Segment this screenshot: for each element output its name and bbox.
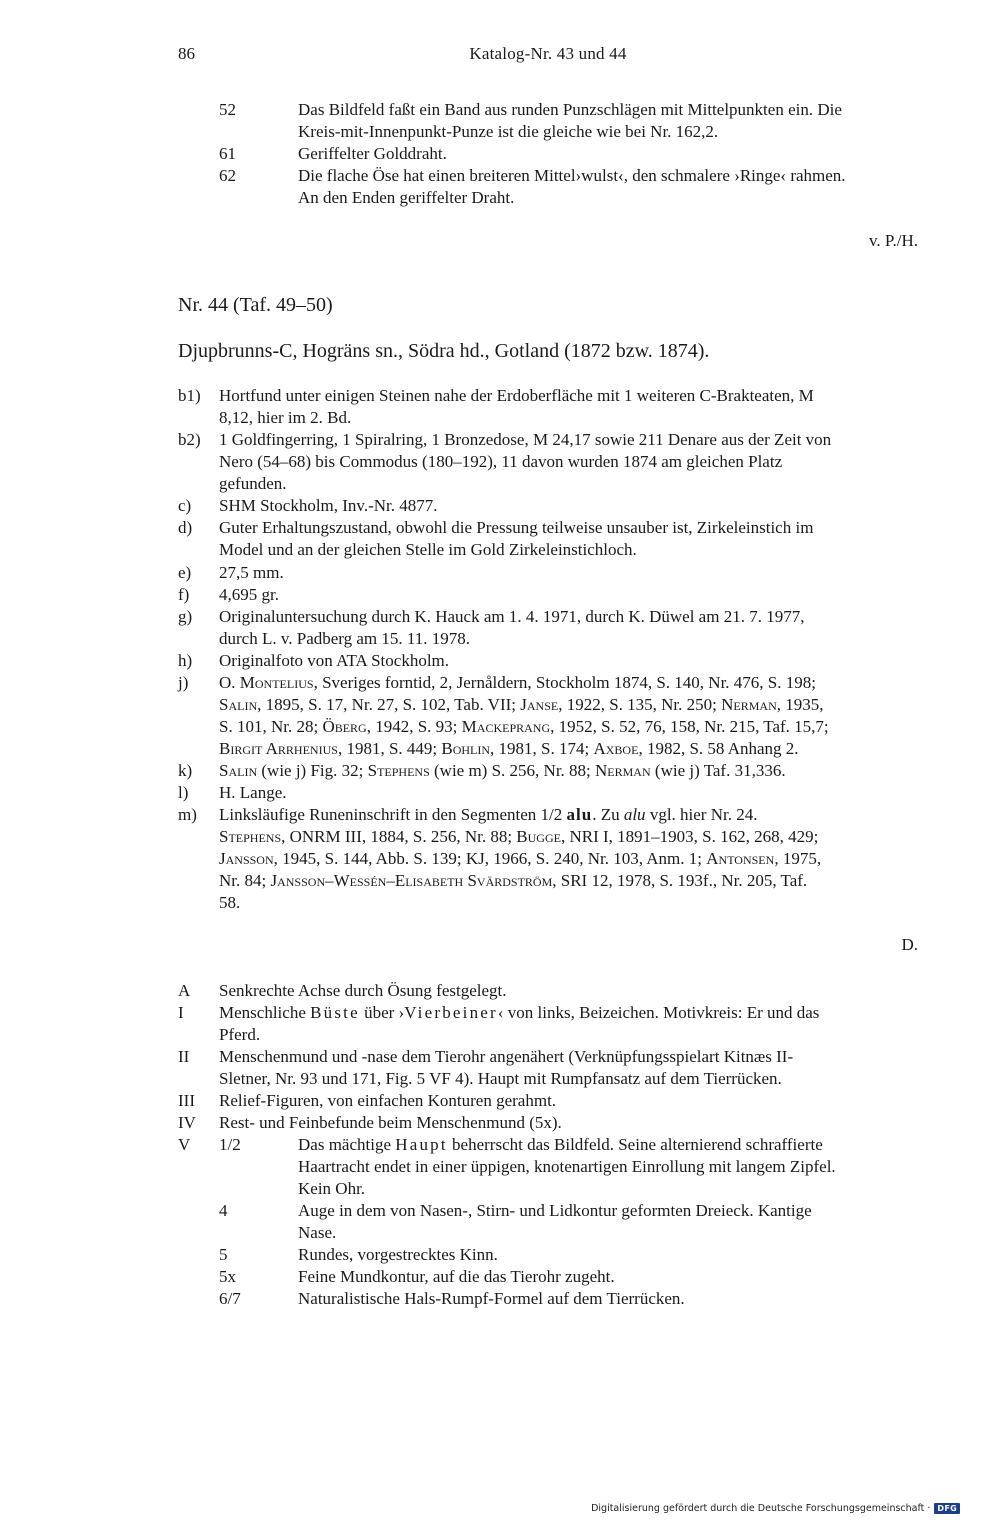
segment-5x-line-1: Feine Mundkontur, auf die das Tierohr zugeht. bbox=[298, 1267, 615, 1286]
citation-text: Nr. 84; bbox=[219, 871, 271, 890]
citation-text: (wie j) Taf. 31,336. bbox=[650, 761, 786, 780]
funding-note: Digitalisierung gefördert durch die Deutsche Forschungsgemeinschaft · bbox=[591, 1502, 931, 1514]
segment-4-line-2: Nase. bbox=[298, 1223, 337, 1242]
spaced-term: Haupt bbox=[395, 1135, 448, 1154]
item-label-k: k) bbox=[178, 761, 193, 780]
analysis-a-line-1: Senkrechte Achse durch Ösung festgelegt. bbox=[219, 981, 507, 1000]
author-name: Stephens bbox=[367, 761, 430, 780]
item-b2-line-2: Nero (54–68) bis Commodus (180–192), 11 davon wurden 1874 am gleichen Platz bbox=[219, 452, 783, 471]
item-g-line-1: Originaluntersuchung durch K. Hauck am 1. 4. 1971, durch K. Düwel am 21. 7. 1977, bbox=[219, 607, 805, 626]
item-label-l: l) bbox=[178, 783, 189, 802]
citation-text: , 1982, S. 58 Anhang 2. bbox=[638, 739, 799, 758]
author-signature-1: v. P./H. bbox=[869, 231, 918, 250]
page-header bbox=[178, 44, 918, 70]
citation-text: , 1922, S. 135, Nr. 250; bbox=[558, 695, 722, 714]
analysis-text: Menschliche bbox=[219, 1003, 311, 1022]
author-name: Jansson–Wessén–Elisabeth Svärdström bbox=[270, 871, 553, 890]
item-j-line-2 bbox=[219, 694, 824, 716]
analysis-ii-line-1: Menschenmund und -nase dem Tierohr angenähert (Verknüpfungsspielart Kitnæs II- bbox=[219, 1047, 794, 1066]
analysis-label-ii: II bbox=[178, 1047, 190, 1066]
segment-5-line-1: Rundes, vorgestrecktes Kinn. bbox=[298, 1245, 498, 1264]
entry-52-line-2: Kreis-mit-Innenpunkt-Punze ist die gleiche wie bei Nr. 162,2. bbox=[298, 122, 719, 141]
segment-number-1-2: 1/2 bbox=[219, 1135, 241, 1154]
citation-text: , 1981, S. 449; bbox=[337, 739, 442, 758]
item-b1-line-2: 8,12, hier im 2. Bd. bbox=[219, 408, 352, 427]
citation-text: S. 101, Nr. 28; bbox=[219, 717, 323, 736]
dfg-logo: DFG bbox=[934, 1503, 960, 1514]
segment-4-line-1: Auge in dem von Nasen-, Stirn- und Lidkontur geformten Dreieck. Kantige bbox=[298, 1201, 812, 1220]
analysis-i-line-1 bbox=[219, 1002, 819, 1024]
author-name: Jansson bbox=[219, 849, 274, 868]
entry-number-62: 62 bbox=[219, 166, 236, 185]
citation-text: , 1942, S. 93; bbox=[366, 717, 462, 736]
item-l-line-1: H. Lange. bbox=[219, 783, 287, 802]
spaced-term: Büste bbox=[310, 1003, 360, 1022]
segment-1-2-line-2: Haartracht endet in einer üppigen, knotenartigen Einrollung mit langem Zipfel. bbox=[298, 1157, 836, 1176]
analysis-label-iv: IV bbox=[178, 1113, 196, 1132]
analysis-text: über › bbox=[359, 1003, 405, 1022]
citation-text: , 1952, S. 52, 76, 158, Nr. 215, Taf. 15,7; bbox=[550, 717, 829, 736]
entry-62-line-2: An den Enden geriffelter Draht. bbox=[298, 188, 515, 207]
entry-number-61: 61 bbox=[219, 144, 236, 163]
author-name: O. Montelius bbox=[219, 673, 314, 692]
item-d-line-1: Guter Erhaltungszustand, obwohl die Pressung teilweise unsauber ist, Zirkeleinstich im bbox=[219, 518, 814, 537]
item-g-line-2: durch L. v. Padberg am 15. 11. 1978. bbox=[219, 629, 471, 648]
item-e-line-1: 27,5 mm. bbox=[219, 563, 284, 582]
author-name: Mackeprang bbox=[461, 717, 551, 736]
item-c-line-1: SHM Stockholm, Inv.-Nr. 4877. bbox=[219, 496, 438, 515]
item-label-e: e) bbox=[178, 563, 192, 582]
citation-text: , SRI 12, 1978, S. 193f., Nr. 205, Taf. bbox=[552, 871, 808, 890]
segment-number-6-7: 6/7 bbox=[219, 1289, 241, 1308]
item-j-line-4 bbox=[219, 738, 799, 760]
rune-word-italic: alu bbox=[623, 805, 646, 824]
spaced-term: Vierbeiner bbox=[404, 1003, 498, 1022]
citation-text: (wie m) S. 256, Nr. 88; bbox=[429, 761, 596, 780]
page-number: 86 bbox=[178, 44, 195, 63]
item-label-b1: b1) bbox=[178, 386, 201, 405]
item-m-line-1 bbox=[219, 804, 757, 826]
item-label-g: g) bbox=[178, 607, 193, 626]
analysis-label-iii: III bbox=[178, 1091, 195, 1110]
item-m-line-2 bbox=[219, 826, 818, 848]
item-label-j: j) bbox=[178, 673, 189, 692]
entry-52-line-1: Das Bildfeld faßt ein Band aus runden Punzschlägen mit Mittelpunkten ein. Die bbox=[298, 100, 842, 119]
author-name: Öberg bbox=[322, 717, 367, 736]
citation-text: , Sveriges forntid, 2, Jernåldern, Stockholm 1874, S. 140, Nr. 476, S. 198; bbox=[313, 673, 816, 692]
analysis-ii-line-2: Sletner, Nr. 93 und 171, Fig. 5 VF 4). Haupt mit Rumpfansatz auf dem Tierrücken. bbox=[219, 1069, 782, 1088]
citation-text: , 1981, S. 174; bbox=[490, 739, 594, 758]
item-k-line-1 bbox=[219, 760, 786, 782]
analysis-i-line-2: Pferd. bbox=[219, 1025, 261, 1044]
author-name: Axboe bbox=[593, 739, 639, 758]
segment-text: Das mächtige bbox=[298, 1135, 396, 1154]
citation-text: , ONRM III, 1884, S. 256, Nr. 88; bbox=[281, 827, 517, 846]
author-name: Janse bbox=[520, 695, 559, 714]
segment-number-5x: 5x bbox=[219, 1267, 236, 1286]
analysis-iv-line-1: Rest- und Feinbefunde beim Menschenmund (5x). bbox=[219, 1113, 562, 1132]
item-label-h: h) bbox=[178, 651, 193, 670]
segment-1-2-line-1 bbox=[298, 1134, 823, 1156]
inscription-text: vgl. hier Nr. 24. bbox=[645, 805, 758, 824]
citation-text: , 1975, bbox=[774, 849, 822, 868]
segment-number-4: 4 bbox=[219, 1201, 228, 1220]
entry-heading: Nr. 44 (Taf. 49–50) bbox=[178, 294, 333, 316]
segment-text: beherrscht das Bildfeld. Seine alternierend schraffierte bbox=[447, 1135, 823, 1154]
item-m-line-5: 58. bbox=[219, 893, 241, 912]
analysis-label-i: I bbox=[178, 1003, 184, 1022]
inscription-text: . Zu bbox=[592, 805, 624, 824]
item-label-b2: b2) bbox=[178, 430, 201, 449]
item-j-line-1 bbox=[219, 672, 816, 694]
analysis-iii-line-1: Relief-Figuren, von einfachen Konturen gerahmt. bbox=[219, 1091, 557, 1110]
author-name: Salin bbox=[219, 761, 258, 780]
item-label-f: f) bbox=[178, 585, 190, 604]
citation-text: , 1945, S. 144, Abb. S. 139; KJ, 1966, S. 240, Nr. 103, Anm. 1; bbox=[273, 849, 707, 868]
inscription-text: Linksläufige Runeninschrift in den Segmenten 1/2 bbox=[219, 805, 567, 824]
entry-number-52: 52 bbox=[219, 100, 236, 119]
citation-text: , 1935, bbox=[776, 695, 824, 714]
item-h-line-1: Originalfoto von ATA Stockholm. bbox=[219, 651, 450, 670]
item-b2-line-1: 1 Goldfingerring, 1 Spiralring, 1 Bronzedose, M 24,17 sowie 211 Denare aus der Zeit von bbox=[219, 430, 832, 449]
item-d-line-2: Model und an der gleichen Stelle im Gold Zirkeleinstichloch. bbox=[219, 540, 637, 559]
item-m-line-4 bbox=[219, 870, 807, 892]
author-signature-2: D. bbox=[901, 935, 918, 954]
author-name: Bugge bbox=[516, 827, 561, 846]
running-title: Katalog-Nr. 43 und 44 bbox=[469, 44, 627, 63]
citation-text: (wie j) Fig. 32; bbox=[257, 761, 368, 780]
digitization-footer bbox=[591, 1500, 960, 1516]
item-label-m: m) bbox=[178, 805, 197, 824]
entry-61-line-1: Geriffelter Golddraht. bbox=[298, 144, 447, 163]
analysis-text: ‹ von links, Beizeichen. Motivkreis: Er und das bbox=[497, 1003, 820, 1022]
segment-1-2-line-3: Kein Ohr. bbox=[298, 1179, 366, 1198]
entry-62-line-1: Die flache Öse hat einen breiteren Mittel›wulst‹, den schmalere ›Ringe‹ rahmen. bbox=[298, 166, 846, 185]
item-label-d: d) bbox=[178, 518, 193, 537]
item-m-line-3 bbox=[219, 848, 821, 870]
analysis-label-v: V bbox=[178, 1135, 191, 1154]
citation-text: , NRI I, 1891–1903, S. 162, 268, 429; bbox=[560, 827, 819, 846]
item-label-c: c) bbox=[178, 496, 192, 515]
author-name: Salin bbox=[219, 695, 258, 714]
item-f-line-1: 4,695 gr. bbox=[219, 585, 279, 604]
author-name: Bohlin bbox=[441, 739, 491, 758]
citation-text: , 1895, S. 17, Nr. 27, S. 102, Tab. VII; bbox=[257, 695, 521, 714]
analysis-label-a: A bbox=[178, 981, 191, 1000]
segment-number-5: 5 bbox=[219, 1245, 228, 1264]
author-name: Nerman bbox=[595, 761, 651, 780]
item-b1-line-1: Hortfund unter einigen Steinen nahe der Erdoberfläche mit 1 weiteren C-Brakteaten, M bbox=[219, 386, 814, 405]
segment-6-7-line-1: Naturalistische Hals-Rumpf-Formel auf dem Tierrücken. bbox=[298, 1289, 685, 1308]
author-name: Stephens bbox=[219, 827, 282, 846]
author-name: Birgit Arrhenius bbox=[219, 739, 338, 758]
item-b2-line-3: gefunden. bbox=[219, 474, 287, 493]
find-heading: Djupbrunns-C, Hogräns sn., Södra hd., Gotland (1872 bzw. 1874). bbox=[178, 340, 710, 362]
author-name: Antonsen bbox=[706, 849, 775, 868]
item-j-line-3 bbox=[219, 716, 829, 738]
rune-transliteration: alu bbox=[566, 805, 593, 824]
author-name: Nerman bbox=[721, 695, 777, 714]
